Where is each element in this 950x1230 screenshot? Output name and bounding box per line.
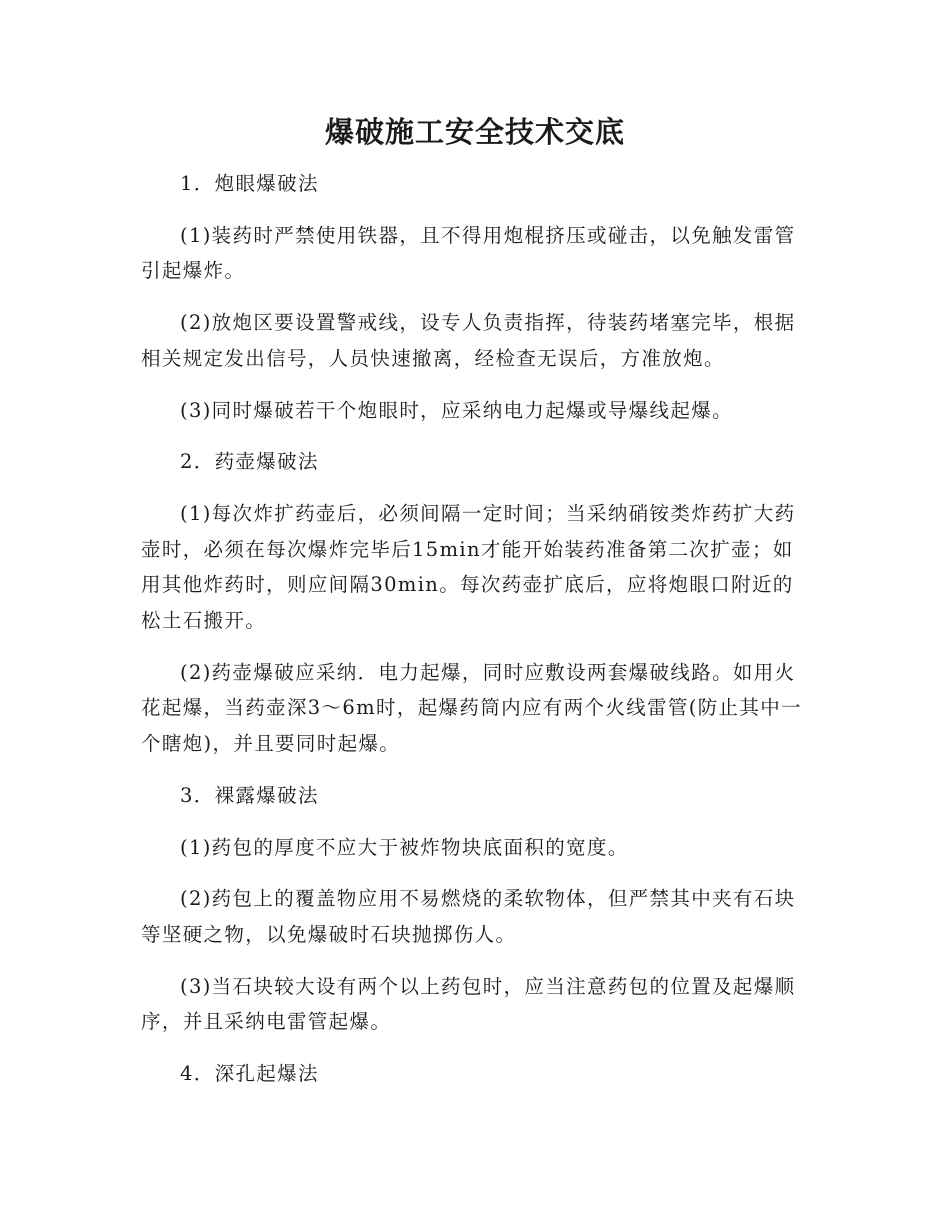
paragraph: (2)放炮区要设置警戒线，设专人负责指挥，待装药堵塞完毕，根据相关规定发出信号，人员快速撤离，经检查无误后，方准放炮。	[141, 311, 796, 370]
paragraph: (2)药壶爆破应采纳．电力起爆，同时应敷设两套爆破线路。如用火花起爆，当药壶深3～6m时，起爆药筒内应有两个火线雷管(防止其中一个瞎炮)，并且要同时起爆。	[141, 660, 802, 756]
paragraph: (1)装药时严禁使用铁器，且不得用炮棍挤压或碰击，以免触发雷管引起爆炸。	[141, 223, 796, 283]
section-heading-pot-hole: 2．药壶爆破法	[180, 450, 319, 474]
document-title: 爆破施工安全技术交底	[324, 115, 625, 149]
paragraph: (2)药包上的覆盖物应用不易燃烧的柔软物体，但严禁其中夹有石块等坚硬之物，以免爆破时石块抛掷伤人。	[141, 887, 796, 946]
section-heading-deep-hole: 4．深孔起爆法	[180, 1062, 319, 1086]
paragraph: (1)药包的厚度不应大于被炸物块底面积的宽度。	[180, 835, 629, 859]
section-heading-surface: 3．裸露爆破法	[180, 783, 319, 807]
paragraph: (3)当石块较大设有两个以上药包时，应当注意药包的位置及起爆顺序，并且采纳电雷管起爆。	[141, 974, 796, 1034]
paragraph: (1)每次炸扩药壶后，必须间隔一定时间；当采纳硝铵类炸药扩大药壶时，必须在每次爆炸完毕后15min才能开始装药准备第二次扩壶；如用其他炸药时，则应间隔30min。每次药壶扩底后，应将炮眼口附近的松土石搬开。	[141, 501, 796, 633]
paragraph: (3)同时爆破若干个炮眼时，应采纳电力起爆或导爆线起爆。	[180, 398, 733, 422]
document-body	[141, 166, 809, 1108]
section-heading-blasthole: 1．炮眼爆破法	[180, 172, 319, 195]
